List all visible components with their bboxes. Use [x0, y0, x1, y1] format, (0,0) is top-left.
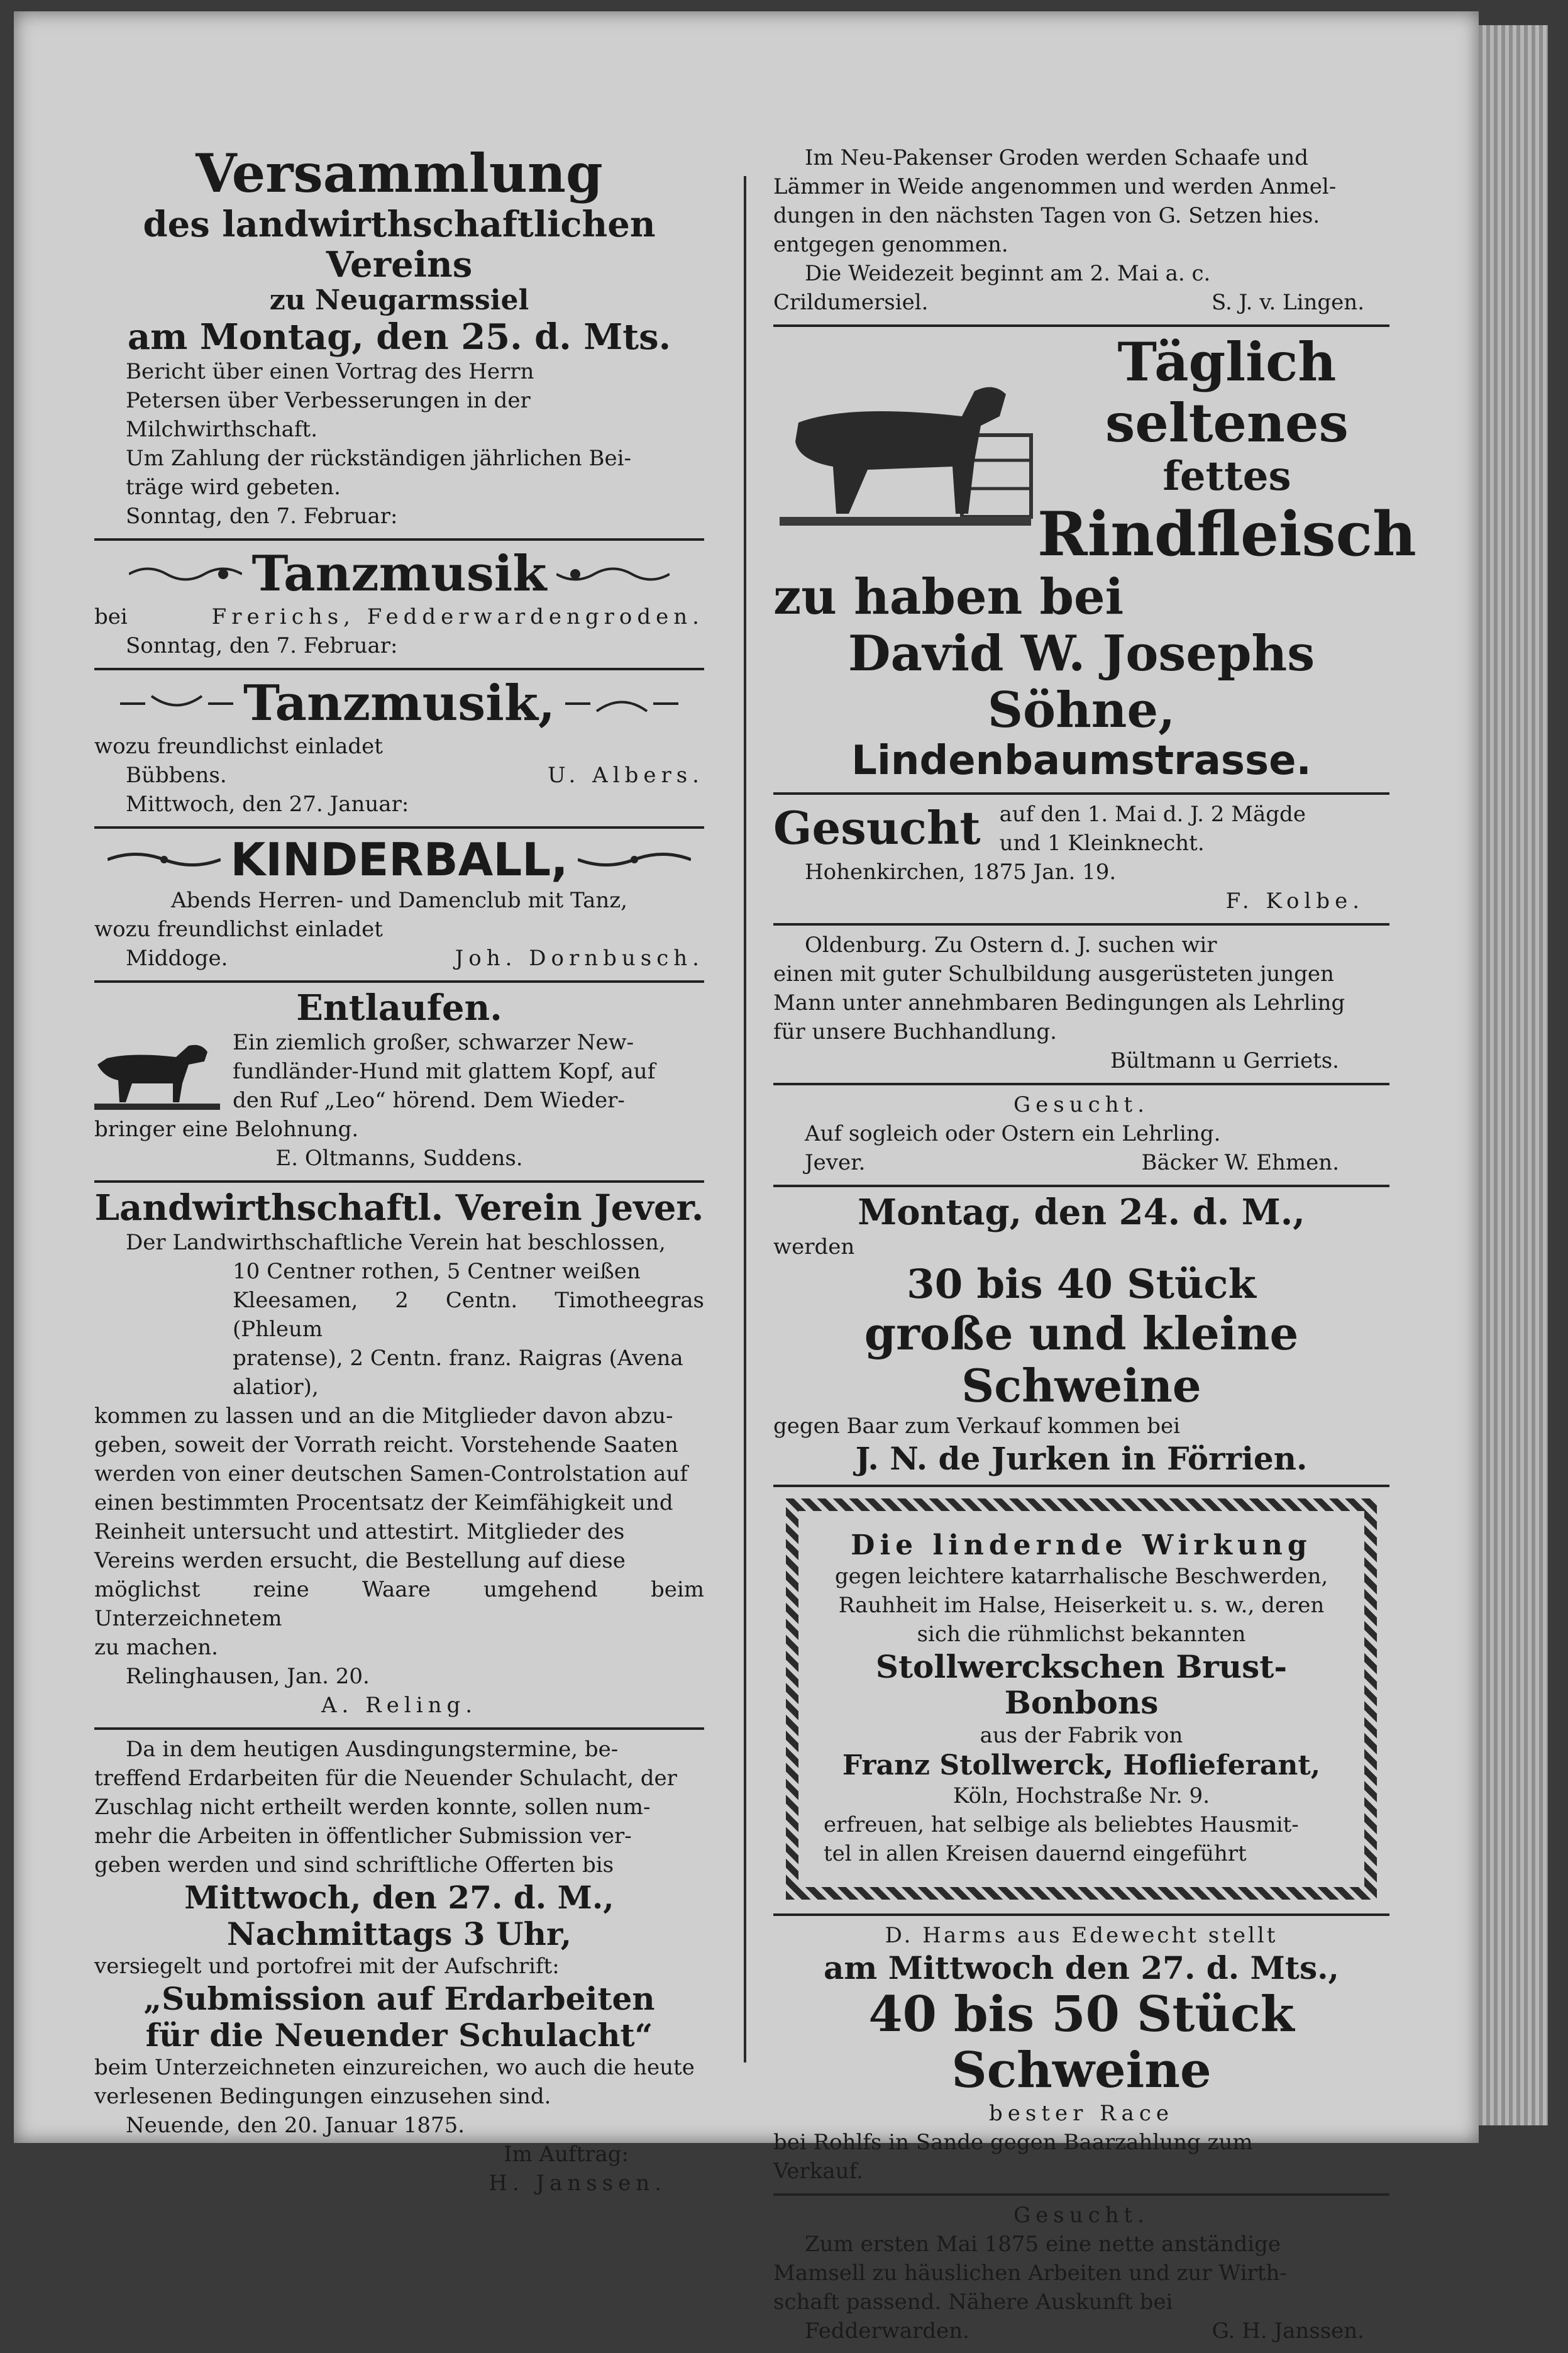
column-divider [744, 176, 746, 2062]
ad-line: gegen leichtere katarrhalische Beschwerden, [834, 1563, 1328, 1589]
ad-time: Nachmittags 3 Uhr, [226, 1915, 572, 1952]
ad-title: Tanzmusik, [243, 675, 556, 733]
ad-verein-jever [94, 1183, 704, 1730]
ad-text [94, 357, 704, 444]
ad-host: Frerichs, Fedderwardengroden. [211, 604, 704, 630]
ad-product: Rindfleisch [1037, 498, 1416, 570]
ad-title: Die lindernde Wirkung [851, 1529, 1312, 1561]
ad-place: zu Neugarmssiel [269, 284, 529, 317]
ad-sign: F. Kolbe. [1225, 888, 1364, 914]
ad-line: Auf sogleich oder Ostern ein Lehrling. [805, 1121, 1221, 1146]
ad-product: Stollwerckschen Brust-Bonbons [875, 1647, 1288, 1721]
ad-gesucht-kolbe [773, 795, 1389, 926]
page-edge-stack [1479, 25, 1548, 2125]
ornament-left-icon [129, 563, 242, 585]
ad-line: Oldenburg. Zu Ostern d. J. suchen wir [805, 932, 1217, 958]
ad-line: bei Rohlfs in Sande gegen Baarzahlung zum [773, 2129, 1253, 2155]
ad-gesucht-ehmen [773, 1085, 1389, 1187]
ad-line: und 1 Kleinknecht. [999, 830, 1205, 856]
ornament-right-icon [578, 849, 691, 870]
ad-quote: für die Neuender Schulacht“ [145, 2016, 653, 2054]
left-column [94, 138, 704, 2205]
ad-tanzmusik-frerichs [94, 541, 704, 670]
cow-illustration-icon [773, 366, 1037, 536]
ad-line: Bericht über einen Vortrag des Herrn [126, 359, 534, 385]
ad-line: Da in dem heutigen Ausdingungstermine, be- [126, 1737, 619, 1763]
ad-line: verlesenen Bedingungen einzusehen sind. [94, 2084, 551, 2110]
ad-place: Middoge. [126, 945, 228, 971]
ad-place: Bübbens. [126, 762, 227, 788]
ad-title: Gesucht. [1013, 2202, 1150, 2228]
ad-schweine-harms [773, 1916, 1389, 2196]
ad-line: auf den 1. Mai d. J. 2 Mägde [999, 801, 1306, 827]
ad-sign: U. Albers. [548, 762, 704, 788]
ad-line: geben werden und sind schriftliche Offerten bis [94, 1852, 614, 1878]
ad-sign: S. J. v. Lingen. [1211, 290, 1364, 315]
ad-text [824, 1562, 1339, 1649]
ad-title: Gesucht [773, 801, 981, 855]
ad-line: Rauhheit im Halse, Heiserkeit u. s. w., deren [838, 1592, 1325, 1618]
ornament-left-icon [120, 693, 233, 714]
ad-buchhandlung [773, 926, 1389, 1085]
ad-line: sich die rühmlichst bekannten [917, 1621, 1246, 1647]
ad-title: KINDERBALL, [230, 833, 568, 886]
ad-line: fundländer-Hund mit glattem Kopf, auf [233, 1058, 656, 1084]
ad-line: Mamsell zu häuslichen Arbeiten und zur Wirth- [773, 2260, 1287, 2286]
ad-firm: David W. Josephs Söhne, [847, 624, 1315, 739]
ad-text [773, 2230, 1389, 2317]
ad-entlaufen [94, 983, 704, 1183]
ad-text [773, 143, 1389, 259]
ad-date-line: Mittwoch, den 27. Januar: [126, 791, 409, 817]
ad-line: alatior), [233, 1375, 319, 1400]
ad-sign: G. H. Janssen. [1212, 2318, 1364, 2344]
ad-tanzmusik-albers [94, 670, 704, 829]
ad-date-line: Sonntag, den 7. Februar: [126, 504, 398, 529]
right-column [773, 138, 1416, 2353]
ad-title: Tanzmusik [251, 545, 547, 603]
ad-line: Reinheit untersucht und attestirt. Mitglieder des [94, 1519, 625, 1545]
ad-line: gegen Baar zum Verkauf kommen bei [773, 1414, 1181, 1439]
ad-title: Gesucht. [1013, 1092, 1150, 1117]
ad-address: Köln, Hochstraße Nr. 9. [953, 1783, 1210, 1809]
ad-line: beim Unterzeichneten einzureichen, wo auch die heute [94, 2055, 695, 2081]
ad-gesucht-mamsell [773, 2196, 1389, 2353]
ad-text [94, 1228, 704, 1662]
ad-line: 10 Centner rothen, 5 Centner weißen [233, 1259, 641, 1285]
ad-text [824, 1810, 1339, 1868]
ad-line: einen bestimmten Procentsatz der Keimfähigkeit und [94, 1490, 673, 1516]
ad-line: mehr die Arbeiten in öffentlicher Submission ver- [94, 1824, 632, 1849]
ad-title: Entlaufen. [296, 987, 502, 1029]
ad-line: entgegen genommen. [773, 232, 1008, 257]
ad-title: Landwirthschaftl. Verein Jever. [94, 1187, 704, 1229]
ad-line: Lämmer in Weide angenommen und werden Anmel- [773, 174, 1337, 199]
ad-line: Mann unter annehmbaren Bedingungen als Lehrling [773, 990, 1345, 1016]
ornamental-frame [786, 1498, 1377, 1900]
ornament-right-icon [556, 563, 670, 585]
ad-sign: Bültmann u Gerriets. [1110, 1048, 1339, 1073]
ad-weide [773, 138, 1389, 327]
ad-street: Lindenbaumstrasse. [851, 738, 1311, 785]
ad-line: Der Landwirthschaftliche Verein hat beschlossen, [126, 1230, 666, 1256]
ad-period: Die Weidezeit beginnt am 2. Mai a. c. [805, 261, 1211, 286]
ad-line: Um Zahlung der rückständigen jährlichen Bei- [126, 446, 631, 472]
ad-place: Hohenkirchen, 1875 Jan. 19. [805, 859, 1117, 885]
ad-rindfleisch [773, 327, 1416, 795]
ad-line: schaft passend. Nähere Auskunft bei [773, 2289, 1173, 2315]
ad-line: Petersen über Verbesserungen in der [126, 388, 531, 414]
ad-invite: wozu freundlichst einladet [94, 733, 383, 759]
ad-line: Verkauf. [773, 2158, 863, 2184]
ad-line: pratense), 2 Centn. franz. Raigras (Avena [233, 1346, 683, 1371]
ad-subtitle: fettes [1162, 453, 1291, 501]
ornament-right-icon [565, 693, 678, 714]
ad-bei: bei [94, 604, 128, 630]
ad-line: bringer eine Belohnung. [94, 1116, 359, 1142]
ad-intro: D. Harms aus Edewecht stellt [885, 1923, 1278, 1949]
ad-quote: „Submission auf Erdarbeiten [143, 1980, 655, 2018]
ad-title: Versammlung [196, 142, 603, 204]
ad-line: den Ruf „Leo“ hörend. Dem Wieder- [233, 1087, 625, 1113]
ornament-left-icon [108, 849, 221, 870]
ad-line: tel in allen Kreisen dauernd eingeführt [824, 1841, 1247, 1867]
ad-line: Zum ersten Mai 1875 eine nette anständige [805, 2231, 1281, 2257]
ad-note: versiegelt und portofrei mit der Aufschrift: [94, 1954, 560, 1979]
ad-place: Neuende, den 20. Januar 1875. [126, 2113, 465, 2139]
ad-count: 30 bis 40 Stück [907, 1261, 1256, 1309]
ad-line: dungen in den nächsten Tagen von G. Setzen hies. [773, 203, 1320, 228]
ad-line: Im Neu-Pakenser Groden werden Schaafe und [805, 145, 1308, 170]
ad-who: J. N. de Jurken in Förrien. [855, 1440, 1308, 1478]
ad-line: einen mit guter Schulbildung ausgerüsteten jungen [773, 961, 1334, 987]
ad-line: möglichst reine Waare umgehend beim Unterzeichnetem [94, 1577, 704, 1632]
ad-quality: bester Race [989, 2100, 1174, 2126]
ad-line: wozu freundlichst einladet [94, 916, 383, 942]
ad-line: Milchwirthschaft. [126, 417, 318, 443]
ad-line: für unsere Buchhandlung. [773, 1019, 1057, 1044]
ad-title: Täglich seltenes [1105, 331, 1349, 454]
ad-line: Vereins werden ersucht, die Bestellung auf diese [94, 1548, 626, 1574]
ad-line: Kleesamen, 2 Centn. Timotheegras (Phleum [233, 1288, 704, 1343]
ad-maker: Franz Stollwerck, Hoflieferant, [842, 1749, 1321, 1781]
ad-line: kommen zu lassen und an die Mitglieder davon abzu- [94, 1403, 673, 1429]
ad-date: am Montag, den 25. d. Mts. [127, 316, 671, 358]
ad-sign: Bäcker W. Ehmen. [1141, 1149, 1339, 1175]
ad-sign: E. Oltmanns, Suddens. [275, 1145, 523, 1171]
ad-place: Jever. [805, 1149, 866, 1175]
ad-order: Im Auftrag: [504, 2142, 629, 2168]
ad-line: Abends Herren- und Damenclub mit Tanz, [170, 887, 627, 913]
ad-line: geben, soweit der Vorrath reicht. Vorstehende Saaten [94, 1432, 678, 1458]
ad-place: Relinghausen, Jan. 20. [126, 1664, 370, 1690]
ad-line: erfreuen, hat selbige als beliebtes Hausmit- [824, 1812, 1299, 1838]
ad-place: Crildumersiel. [773, 290, 929, 315]
ad-date: Mittwoch, den 27. d. M., [184, 1879, 614, 1917]
ad-subtitle: des landwirthschaftlichen Vereins [143, 203, 656, 285]
ad-sign: A. Reling. [321, 1693, 478, 1719]
ad-line: träge wird gebeten. [126, 475, 341, 501]
ad-item: große und kleine Schweine [864, 1306, 1299, 1412]
ad-text [94, 1735, 704, 1880]
ad-place: Fedderwarden. [805, 2318, 969, 2344]
ad-line: zu haben bei [773, 568, 1124, 626]
ad-stollwerck [773, 1487, 1389, 1916]
ad-sign: H. Janssen. [489, 2171, 666, 2196]
ad-text [94, 2053, 704, 2111]
ad-date: Montag, den 24. d. M., [858, 1191, 1305, 1233]
ad-line: Ein ziemlich großer, schwarzer New- [233, 1029, 634, 1055]
ad-werden: werden [773, 1234, 855, 1260]
ad-date: am Mittwoch den 27. d. Mts., [824, 1949, 1339, 1987]
ad-line: Zuschlag nicht ertheilt werden konnte, sollen num- [94, 1795, 651, 1820]
ad-line: werden von einer deutschen Samen-Controlstation auf [94, 1461, 688, 1487]
ad-schweine-jurken [773, 1187, 1389, 1487]
dog-illustration-icon [94, 1033, 220, 1115]
ad-text [773, 2128, 1389, 2186]
ad-text [94, 444, 704, 502]
ad-line: aus der Fabrik von [980, 1722, 1183, 1748]
ad-line: zu machen. [94, 1635, 218, 1661]
ad-line: treffend Erdarbeiten für die Neuender Schulacht, der [94, 1766, 677, 1791]
ad-sign: Joh. Dornbusch. [455, 945, 704, 971]
ad-versammlung [94, 138, 704, 541]
ad-date-line: Sonntag, den 7. Februar: [126, 633, 398, 659]
ad-submission [94, 1730, 704, 2205]
ad-count: 40 bis 50 Stück Schweine [868, 1985, 1295, 2100]
ad-kinderball [94, 829, 704, 983]
ad-text [773, 931, 1389, 1046]
